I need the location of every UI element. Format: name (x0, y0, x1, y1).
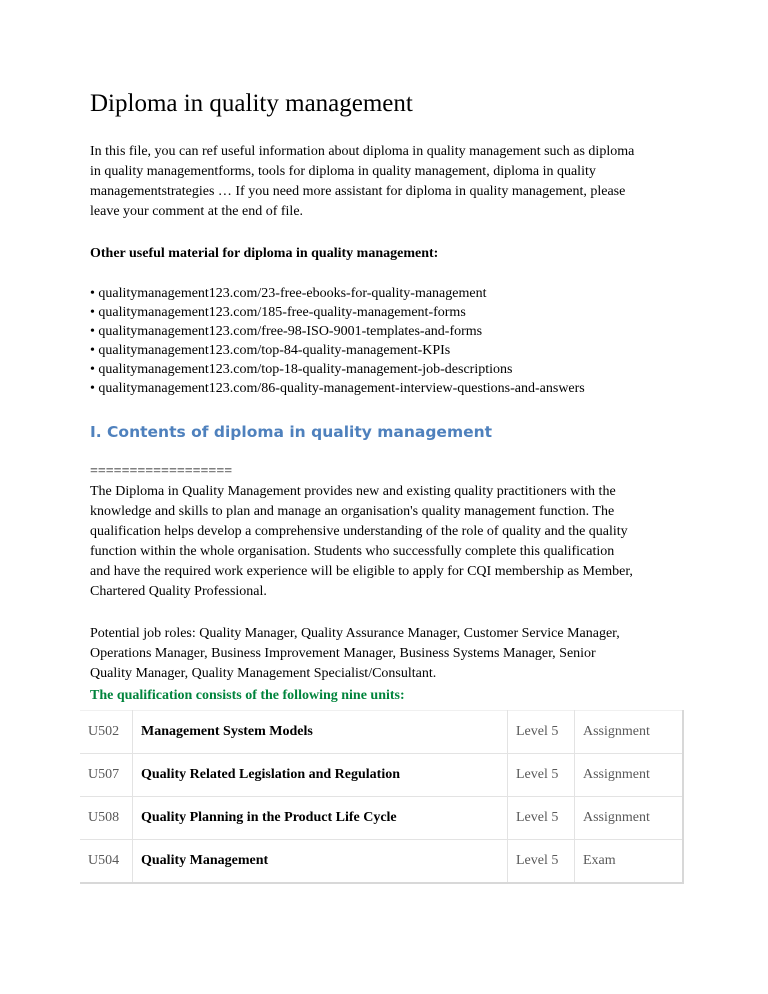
units-table (80, 710, 684, 884)
resource-link[interactable]: • qualitymanagement123.com/top-84-quality-management-KPIs (90, 343, 451, 358)
contents-line: knowledge and skills to plan and manage an organisation's quality management function. The (90, 504, 615, 519)
intro-line: In this file, you can ref useful information about diploma in quality management such as diploma (90, 144, 635, 159)
job-roles-line: Operations Manager, Business Improvement Manager, Business Systems Manager, Senior (90, 646, 596, 661)
unit-assessment: Assignment (575, 754, 684, 797)
contents-line: qualification helps develop a comprehensive understanding of the role of quality and the quality (90, 524, 628, 539)
contents-line: Chartered Quality Professional. (90, 584, 267, 599)
unit-code: U504 (80, 840, 133, 884)
contents-line: function within the whole organisation. Students who successfully complete this qualification (90, 544, 615, 559)
unit-name: Quality Management (133, 840, 508, 884)
job-roles-paragraph (90, 624, 690, 684)
resource-link[interactable]: • qualitymanagement123.com/23-free-ebooks-for-quality-management (90, 286, 487, 301)
unit-name: Management System Models (133, 711, 508, 754)
table-row (80, 797, 683, 840)
document-title: Diploma in quality management (90, 90, 413, 117)
unit-code: U502 (80, 711, 133, 754)
contents-paragraph (90, 462, 690, 602)
unit-level: Level 5 (508, 797, 575, 840)
contents-line: and have the required work experience will be eligible to apply for CQI membership as Member, (90, 564, 633, 579)
resource-link[interactable]: • qualitymanagement123.com/free-98-ISO-9001-templates-and-forms (90, 324, 483, 339)
resource-link[interactable]: • qualitymanagement123.com/185-free-quality-management-forms (90, 305, 466, 320)
intro-line: in quality managementforms, tools for diploma in quality management, diploma in quality (90, 164, 596, 179)
unit-code: U507 (80, 754, 133, 797)
job-roles-line: Quality Manager, Quality Management Specialist/Consultant. (90, 666, 437, 681)
table-row (80, 840, 683, 884)
separator-line: ================== (90, 464, 233, 479)
unit-level: Level 5 (508, 840, 575, 884)
table-row (80, 711, 683, 754)
unit-code: U508 (80, 797, 133, 840)
unit-level: Level 5 (508, 754, 575, 797)
unit-level: Level 5 (508, 711, 575, 754)
resource-link[interactable]: • qualitymanagement123.com/86-quality-management-interview-questions-and-answers (90, 381, 585, 396)
unit-assessment: Exam (575, 840, 684, 884)
intro-line: managementstrategies … If you need more assistant for diploma in quality management, please (90, 184, 626, 199)
section-heading: I. Contents of diploma in quality management (90, 423, 493, 441)
unit-assessment: Assignment (575, 711, 684, 754)
job-roles-line: Potential job roles: Quality Manager, Quality Assurance Manager, Customer Service Manager, (90, 626, 620, 641)
unit-name: Quality Planning in the Product Life Cycle (133, 797, 508, 840)
unit-name: Quality Related Legislation and Regulation (133, 754, 508, 797)
other-material-heading: Other useful material for diploma in quality management: (90, 246, 439, 261)
intro-paragraph (90, 142, 690, 222)
unit-assessment: Assignment (575, 797, 684, 840)
contents-line: The Diploma in Quality Management provides new and existing quality practitioners with the (90, 484, 616, 499)
table-row (80, 754, 683, 797)
resource-link[interactable]: • qualitymanagement123.com/top-18-quality-management-job-descriptions (90, 362, 513, 377)
intro-line: leave your comment at the end of file. (90, 204, 304, 219)
units-heading: The qualification consists of the following nine units: (90, 688, 405, 703)
resource-link-list (90, 284, 585, 398)
